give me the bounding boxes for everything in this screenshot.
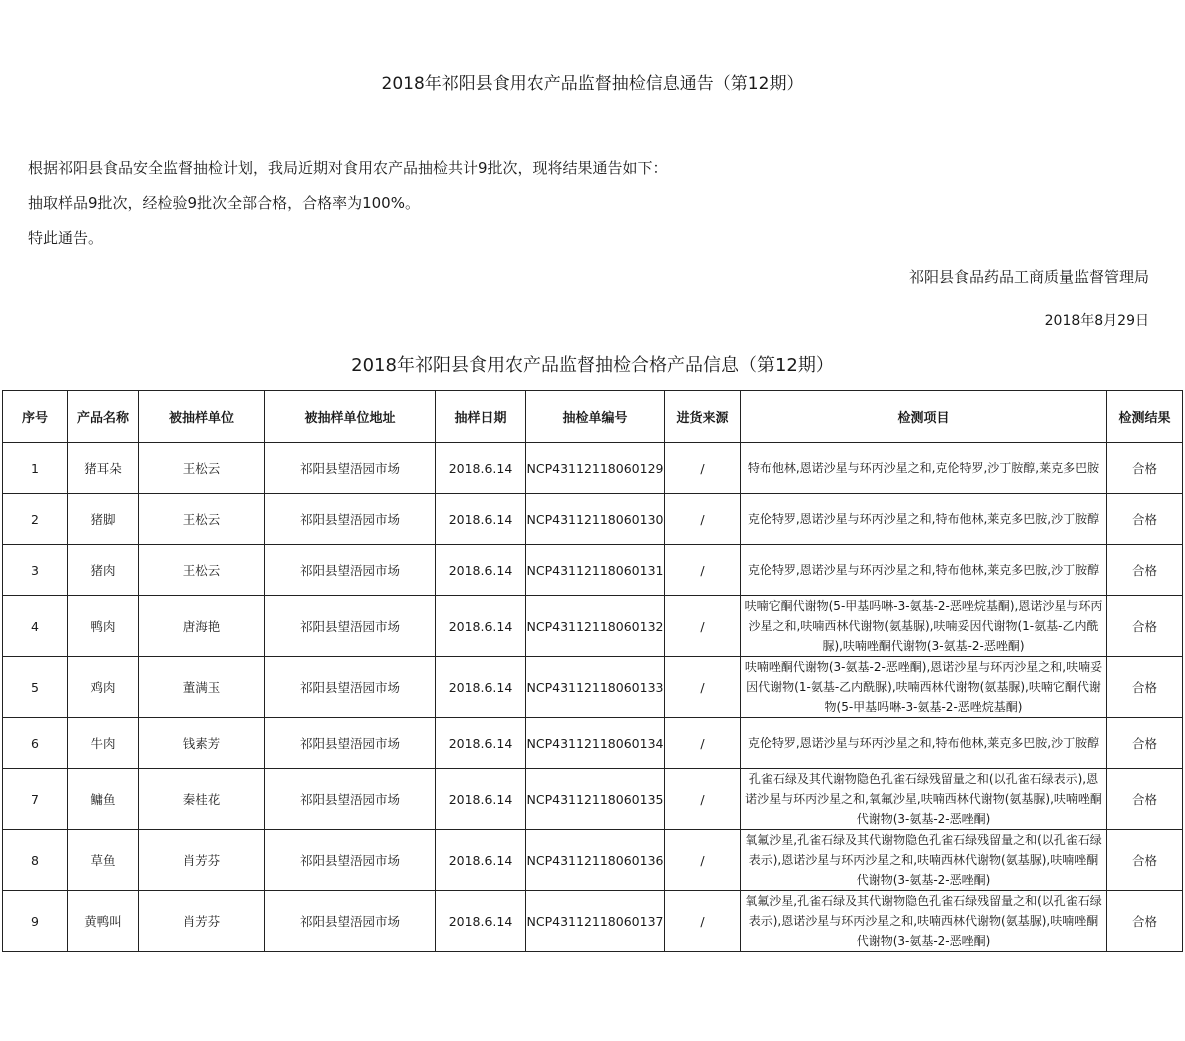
cell-source: / [665,494,741,545]
cell-unit: 王松云 [139,443,265,494]
cell-date: 2018.6.14 [436,718,526,769]
cell-product: 鸭肉 [68,596,139,657]
cell-code: NCP43112118060132 [526,596,665,657]
cell-unit: 唐海艳 [139,596,265,657]
cell-unit: 钱素芳 [139,718,265,769]
cell-address: 祁阳县望浯园市场 [265,718,436,769]
cell-unit: 王松云 [139,494,265,545]
cell-no: 8 [3,830,68,891]
cell-address: 祁阳县望浯园市场 [265,494,436,545]
cell-items: 孔雀石绿及其代谢物隐色孔雀石绿残留量之和(以孔雀石绿表示),恩诺沙星与环丙沙星之和,氧氟沙星,呋喃西林代谢物(氨基脲),呋喃唑酮代谢物(3-氨基-2-恶唑酮) [741,769,1107,830]
cell-source: / [665,657,741,718]
cell-source: / [665,443,741,494]
cell-address: 祁阳县望浯园市场 [265,769,436,830]
cell-product: 鳙鱼 [68,769,139,830]
cell-code: NCP43112118060137 [526,891,665,952]
table-row [3,494,1183,545]
notice-paragraph-summary: 抽取样品9批次，经检验9批次全部合格，合格率为100%。 [28,194,420,212]
cell-result: 合格 [1107,443,1183,494]
cell-result: 合格 [1107,769,1183,830]
cell-no: 1 [3,443,68,494]
table-row [3,545,1183,596]
cell-product: 猪耳朵 [68,443,139,494]
table-row [3,830,1183,891]
notice-paragraph-intro: 根据祁阳县食品安全监督抽检计划，我局近期对食用农产品抽检共计9批次，现将结果通告如下： [28,159,668,177]
cell-address: 祁阳县望浯园市场 [265,545,436,596]
cell-address: 祁阳县望浯园市场 [265,891,436,952]
cell-items: 氧氟沙星,孔雀石绿及其代谢物隐色孔雀石绿残留量之和(以孔雀石绿表示),恩诺沙星与环丙沙星之和,呋喃西林代谢物(氨基脲),呋喃唑酮代谢物(3-氨基-2-恶唑酮) [741,830,1107,891]
cell-result: 合格 [1107,596,1183,657]
cell-product: 鸡肉 [68,657,139,718]
cell-date: 2018.6.14 [436,494,526,545]
cell-product: 牛肉 [68,718,139,769]
header-items: 检测项目 [741,391,1107,443]
cell-code: NCP43112118060129 [526,443,665,494]
cell-date: 2018.6.14 [436,443,526,494]
cell-code: NCP43112118060136 [526,830,665,891]
cell-source: / [665,596,741,657]
table-row [3,443,1183,494]
cell-items: 克伦特罗,恩诺沙星与环丙沙星之和,特布他林,莱克多巴胺,沙丁胺醇 [741,545,1107,596]
cell-address: 祁阳县望浯园市场 [265,830,436,891]
table-row [3,657,1183,718]
cell-items: 克伦特罗,恩诺沙星与环丙沙星之和,特布他林,莱克多巴胺,沙丁胺醇 [741,494,1107,545]
notice-title: 2018年祁阳县食用农产品监督抽检信息通告（第12期） [381,74,804,94]
cell-source: / [665,830,741,891]
cell-items: 特布他林,恩诺沙星与环丙沙星之和,克伦特罗,沙丁胺醇,莱克多巴胺 [741,443,1107,494]
cell-address: 祁阳县望浯园市场 [265,443,436,494]
cell-result: 合格 [1107,718,1183,769]
cell-unit: 董满玉 [139,657,265,718]
header-source: 进货来源 [665,391,741,443]
cell-items: 氧氟沙星,孔雀石绿及其代谢物隐色孔雀石绿残留量之和(以孔雀石绿表示),恩诺沙星与环丙沙星之和,呋喃西林代谢物(氨基脲),呋喃唑酮代谢物(3-氨基-2-恶唑酮) [741,891,1107,952]
cell-code: NCP43112118060130 [526,494,665,545]
cell-unit: 秦桂花 [139,769,265,830]
cell-code: NCP43112118060131 [526,545,665,596]
cell-product: 猪肉 [68,545,139,596]
cell-no: 3 [3,545,68,596]
header-product: 产品名称 [68,391,139,443]
cell-date: 2018.6.14 [436,769,526,830]
cell-code: NCP43112118060133 [526,657,665,718]
cell-result: 合格 [1107,545,1183,596]
table-row [3,769,1183,830]
cell-date: 2018.6.14 [436,830,526,891]
header-date: 抽样日期 [436,391,526,443]
header-address: 被抽样单位地址 [265,391,436,443]
cell-date: 2018.6.14 [436,596,526,657]
cell-no: 6 [3,718,68,769]
cell-address: 祁阳县望浯园市场 [265,596,436,657]
cell-no: 5 [3,657,68,718]
cell-no: 4 [3,596,68,657]
header-no: 序号 [3,391,68,443]
table-row [3,718,1183,769]
cell-result: 合格 [1107,891,1183,952]
cell-unit: 肖芳芬 [139,891,265,952]
cell-code: NCP43112118060135 [526,769,665,830]
cell-address: 祁阳县望浯园市场 [265,657,436,718]
cell-result: 合格 [1107,494,1183,545]
notice-paragraph-closing: 特此通告。 [28,229,104,247]
cell-product: 草鱼 [68,830,139,891]
cell-items: 呋喃它酮代谢物(5-甲基吗啉-3-氨基-2-恶唑烷基酮),恩诺沙星与环丙沙星之和,呋喃西林代谢物(氨基脲),呋喃妥因代谢物(1-氨基-乙内酰脲),呋喃唑酮代谢物(3-氨基-2-恶唑酮) [741,596,1107,657]
cell-result: 合格 [1107,657,1183,718]
cell-unit: 肖芳芬 [139,830,265,891]
cell-source: / [665,769,741,830]
header-code: 抽检单编号 [526,391,665,443]
results-table [2,390,1183,952]
notice-signature: 祁阳县食品药品工商质量监督管理局 [908,268,1149,286]
table-row [3,596,1183,657]
table-row [3,891,1183,952]
table-title: 2018年祁阳县食用农产品监督抽检合格产品信息（第12期） [351,355,834,376]
cell-code: NCP43112118060134 [526,718,665,769]
notice-date: 2018年8月29日 [1044,313,1149,329]
cell-no: 7 [3,769,68,830]
cell-date: 2018.6.14 [436,657,526,718]
cell-source: / [665,891,741,952]
cell-source: / [665,718,741,769]
cell-result: 合格 [1107,830,1183,891]
cell-product: 黄鸭叫 [68,891,139,952]
cell-items: 呋喃唑酮代谢物(3-氨基-2-恶唑酮),恩诺沙星与环丙沙星之和,呋喃妥因代谢物(1-氨基-乙内酰脲),呋喃西林代谢物(氨基脲),呋喃它酮代谢物(5-甲基吗啉-3-氨基-2-恶唑烷基酮) [741,657,1107,718]
cell-date: 2018.6.14 [436,891,526,952]
cell-source: / [665,545,741,596]
table-header-row [3,391,1183,443]
cell-items: 克伦特罗,恩诺沙星与环丙沙星之和,特布他林,莱克多巴胺,沙丁胺醇 [741,718,1107,769]
header-result: 检测结果 [1107,391,1183,443]
cell-product: 猪脚 [68,494,139,545]
header-unit: 被抽样单位 [139,391,265,443]
cell-date: 2018.6.14 [436,545,526,596]
cell-no: 9 [3,891,68,952]
cell-no: 2 [3,494,68,545]
cell-unit: 王松云 [139,545,265,596]
